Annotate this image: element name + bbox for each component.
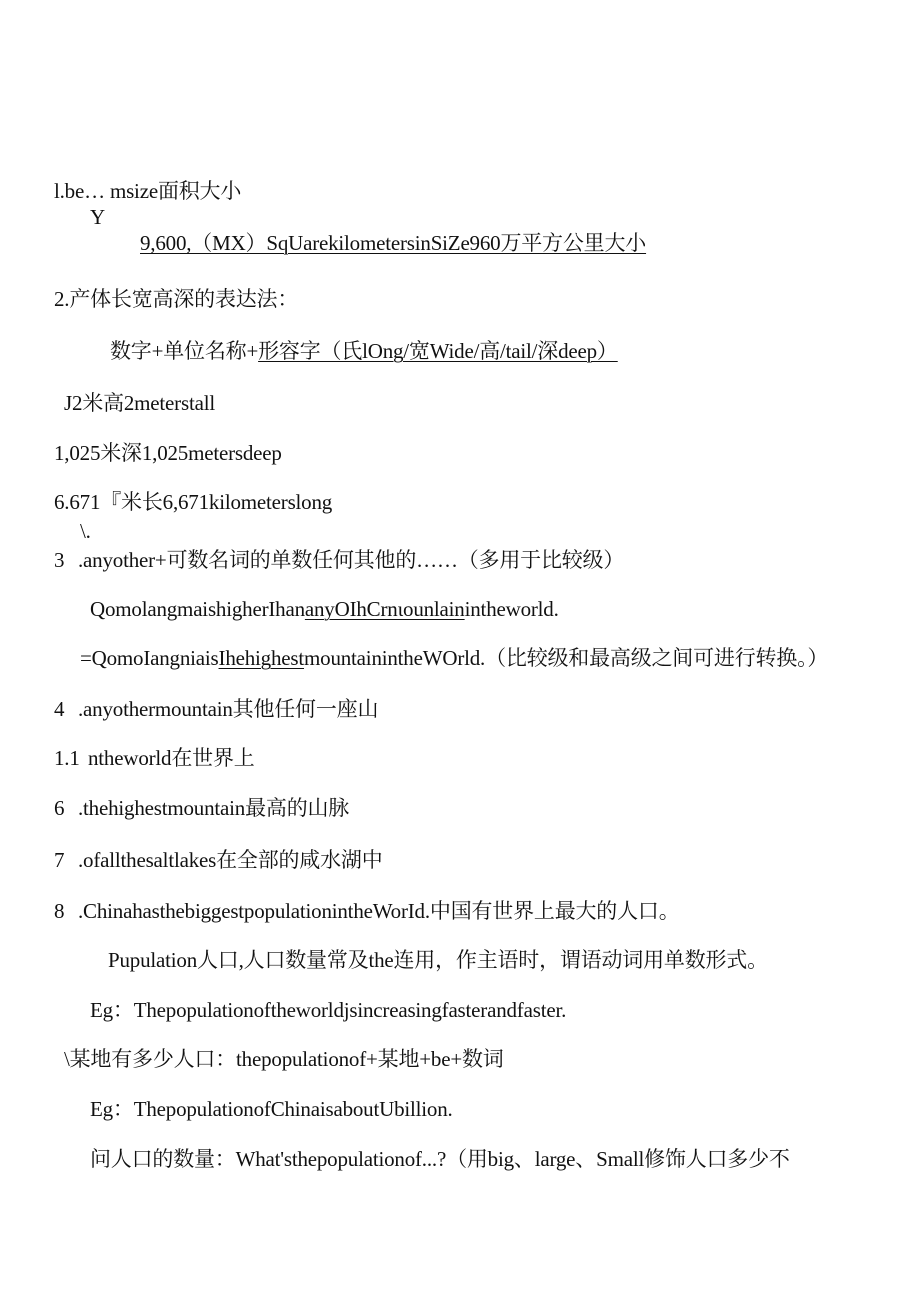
item-text: .ofallthesaltlakes在全部的咸水湖中 (78, 848, 383, 872)
example-underlined: Ihehighest (218, 646, 305, 670)
line-21: Eg：ThepopulationofChinaisaboutUbillion. (90, 1097, 453, 1121)
line-1: l.be… msize面积大小 (54, 179, 242, 203)
line-4-heading: 2.产体长宽高深的表达法： (54, 287, 299, 311)
item-text: .anyother+可数名词的单数任何其他的……（多用于比较级） (78, 548, 625, 572)
formula-prefix: 数字+单位名称+ (110, 339, 259, 363)
item-number: 4 (54, 697, 65, 721)
line-22: 问人口的数量：What'sthepopulationof...?（用big、large、Small修饰人口多少不 (90, 1147, 790, 1171)
item-number: 6 (54, 796, 65, 820)
line-6: J2米高2meterstall (64, 391, 215, 415)
line-9: \. (80, 519, 91, 543)
line-8: 6.671『米长6,671kilometerslong (54, 490, 333, 514)
line-14 (54, 745, 255, 771)
line-7: 1,025米深1,025metersdeep (54, 441, 282, 465)
item-text: .anyothermountain其他任何一座山 (78, 697, 379, 721)
line-20: \某地有多少人口：thepopulationof+某地+be+数词 (64, 1047, 504, 1071)
formula-adjectives: 形容字（氏lOng/宽Wide/高/tail/深deep） (258, 339, 618, 363)
example-a: =QomoIangniais (80, 646, 219, 670)
line-12 (80, 645, 828, 671)
item-text: .ChinahasthebiggestpopulationintheWorId.中国有世界上最大的人口。 (78, 899, 680, 923)
item-number: 3 (54, 548, 65, 572)
line-16 (54, 847, 383, 873)
line-15 (54, 795, 349, 821)
line-17 (54, 898, 680, 924)
example-c: mountainintheWOrld.（比较级和最高级之间可进行转换。） (304, 646, 829, 670)
line-10 (54, 547, 624, 573)
line-2: Y (90, 205, 105, 229)
item-number: 7 (54, 848, 65, 872)
example-underlined: anyOIhCrnιounlain (304, 597, 465, 621)
line-5 (110, 338, 618, 364)
item-number: 1.1 (54, 746, 80, 770)
line-13 (54, 696, 378, 722)
item-number: 8 (54, 899, 65, 923)
line-19: Eg：Thepopulationoftheworldjsincreasingfasterandfaster. (90, 998, 567, 1022)
example-c: intheworld. (464, 597, 559, 621)
line-3: 9,600,（MX）SqUarekilometersinSiZe960万平方公里大小 (140, 231, 647, 255)
line-18: Pupulation人口,人口数量常及the连用，作主语时，谓语动词用单数形式。 (108, 948, 768, 972)
example-a: QomolangmaishigherIhan (90, 597, 305, 621)
item-text: ntheworld在世界上 (88, 746, 255, 770)
line-11 (90, 596, 559, 622)
item-text: .thehighestmountain最高的山脉 (78, 796, 350, 820)
